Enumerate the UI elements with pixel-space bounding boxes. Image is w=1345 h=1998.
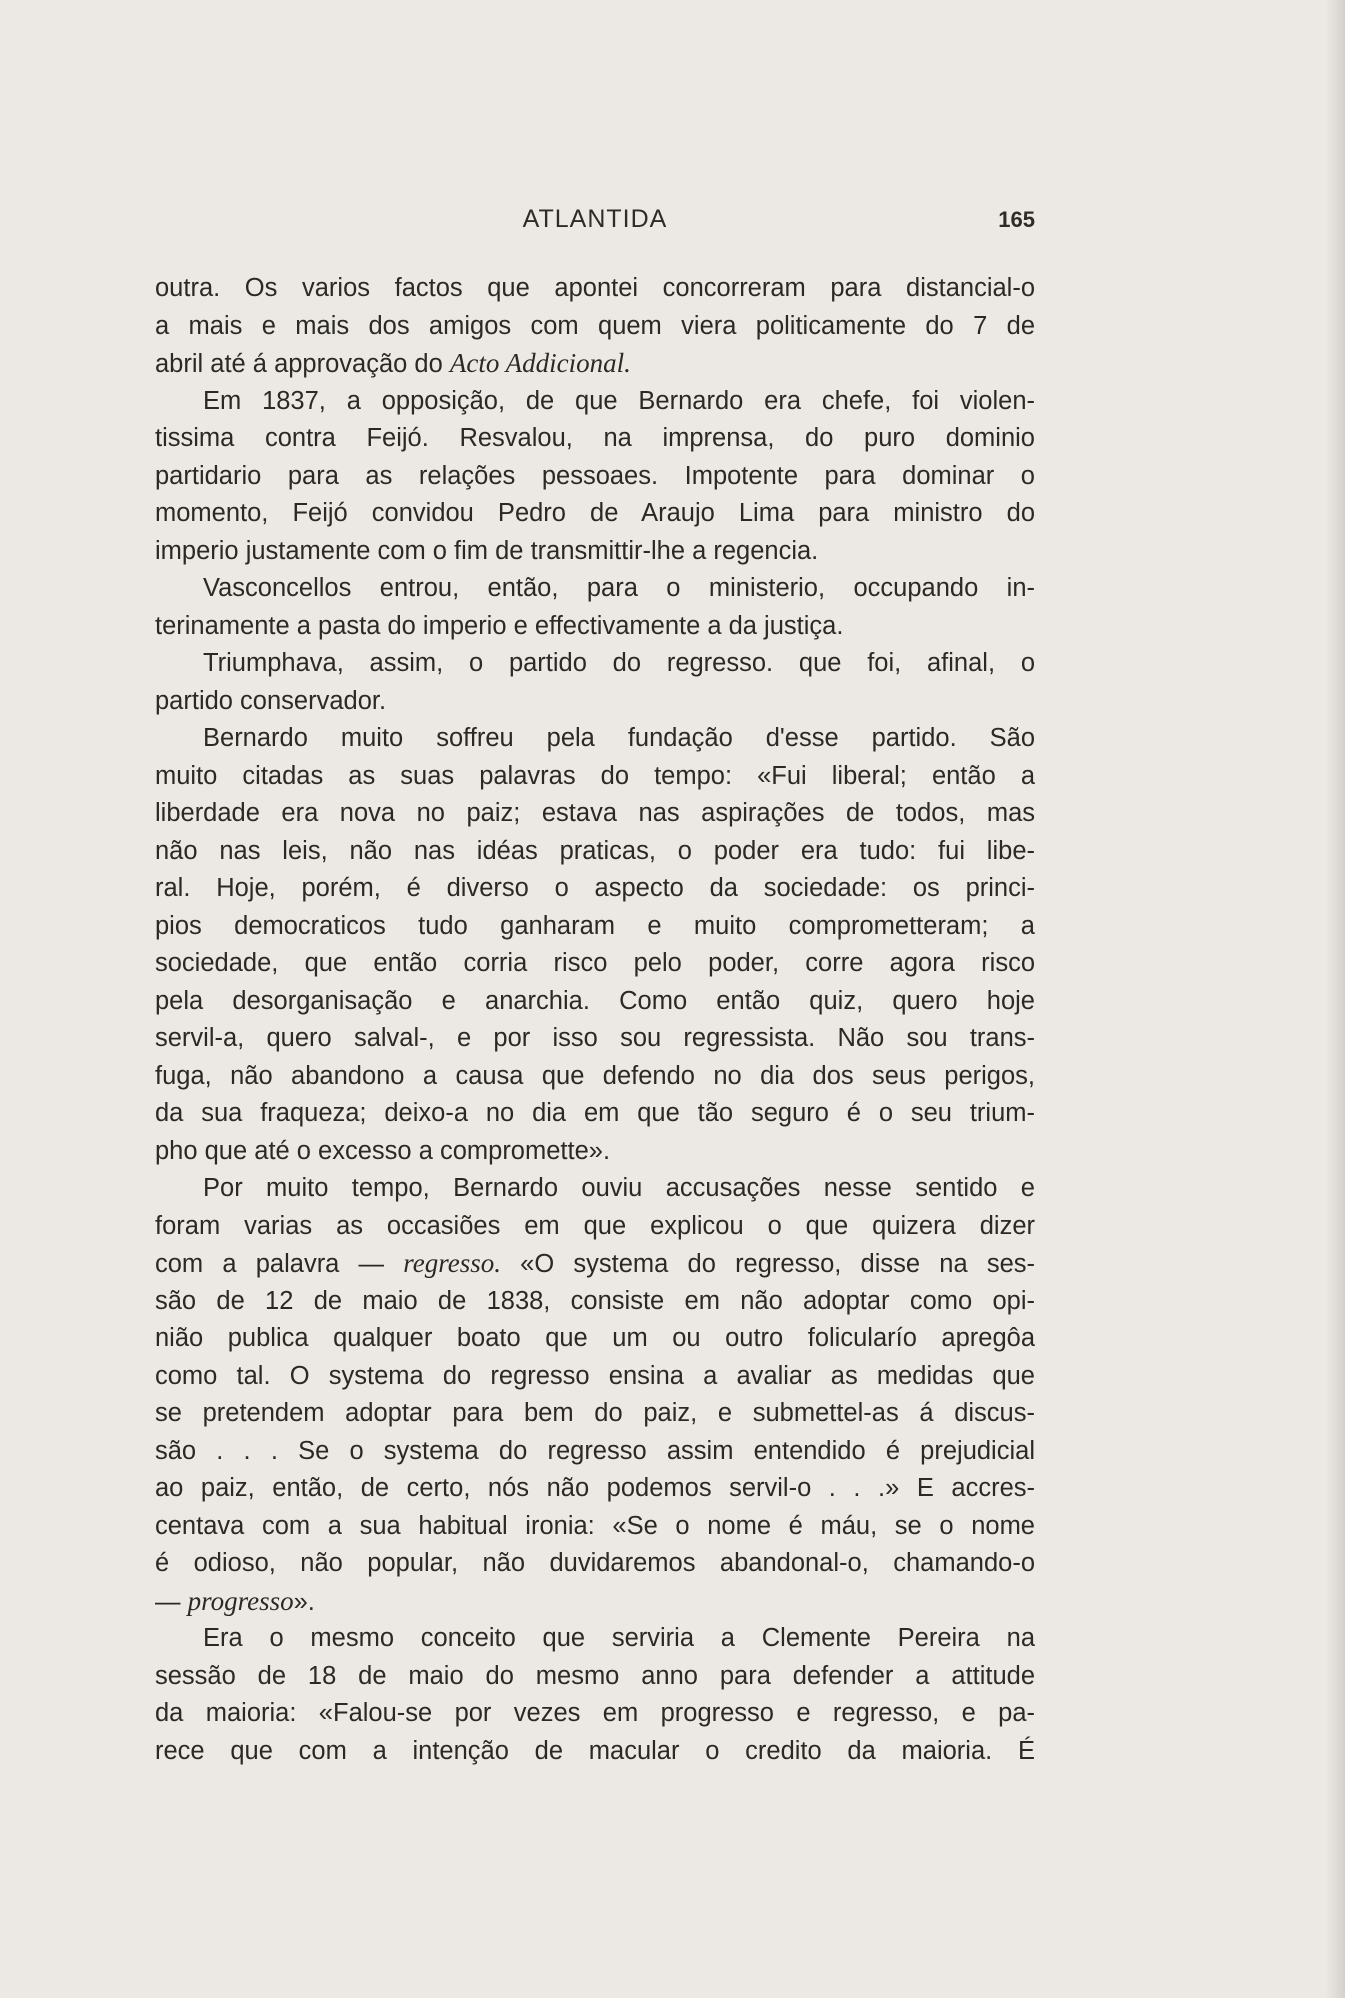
text-line: ral. Hoje, porém, é diverso o aspecto da sociedade: os princi- [155,874,1035,902]
running-head [155,205,1035,239]
text-line: liberdade era nova no paiz; estava nas aspirações de todos, mas [155,799,1035,827]
text-line [155,1583,1035,1621]
text-line: imperio justamente com o fim de transmittir-lhe a regencia. [155,536,819,565]
text-line: partidario para as relações pessoaes. Impotente para dominar o [155,461,1035,490]
text-segment: «O systema do regresso, disse na ses- [501,1250,1035,1278]
text-line: outra. Os varios factos que apontei concorreram para distancial-o [155,274,1035,302]
text-segment: — [155,1587,188,1616]
text-line: são . . . Se o systema do regresso assim entendido é prejudicial [155,1436,1035,1465]
text-segment: ». [293,1587,315,1616]
text-segment: abril até á approvação do [155,350,450,378]
body-text [155,270,1035,1770]
text-line: não nas leis, não nas idéas praticas, o poder era tudo: fui libe- [155,836,1035,865]
text-line: Em 1837, a opposição, de que Bernardo era chefe, foi violen- [203,386,1035,415]
text-line: Era o mesmo conceito que serviria a Clemente Pereira na [203,1624,1035,1652]
text-line: foram varias as occasiões em que explicou o que quizera dizer [155,1211,1035,1240]
text-segment: com a palavra — [155,1250,404,1278]
text-line: como tal. O systema do regresso ensina a avaliar as medidas que [155,1361,1035,1390]
text-line: ao paiz, então, de certo, nós não podemos servil-o . . .» E accres- [155,1474,1035,1502]
text-line: centava com a sua habitual ironia: «Se o nome é máu, se o nome [155,1511,1035,1540]
text-line: tissima contra Feijó. Resvalou, na imprensa, do puro dominio [155,424,1035,452]
text-line: da maioria: «Falou-se por vezes em progresso e regresso, e pa- [155,1699,1035,1727]
running-title: ATLANTIDA [522,205,668,233]
text-line: sociedade, que então corria risco pelo poder, corre agora risco [155,949,1035,977]
text-line: pela desorganisação e anarchia. Como então quiz, quero hoje [155,986,1035,1015]
text-line: da sua fraqueza; deixo-a no dia em que tão seguro é o seu trium- [155,1099,1035,1127]
text-line: partido conservador. [155,686,387,715]
text-line: Bernardo muito soffreu pela fundação d'esse partido. São [203,724,1035,752]
text-line: sessão de 18 de maio do mesmo anno para defender a attitude [155,1661,1035,1690]
text-line [155,1245,1035,1283]
text-line: a mais e mais dos amigos com quem viera politicamente do 7 de [155,311,1035,340]
text-line: muito citadas as suas palavras do tempo: «Fui liberal; então a [155,761,1035,790]
text-line: Triumphava, assim, o partido do regresso. que foi, afinal, o [203,649,1035,677]
italic-term: Acto Addicional. [449,348,631,378]
text-line: é odioso, não popular, não duvidaremos abandonal-o, chamando-o [155,1549,1035,1577]
text-line: momento, Feijó convidou Pedro de Araujo Lima para ministro do [155,499,1035,527]
text-line: são de 12 de maio de 1838, consiste em não adoptar como opi- [155,1286,1035,1315]
italic-term: regresso. [403,1248,501,1278]
text-line: nião publica qualquer boato que um ou outro folicularío apregôa [155,1324,1035,1352]
text-line: rece que com a intenção de macular o credito da maioria. É [155,1736,1035,1765]
text-line: servil-a, quero salval-, e por isso sou regressista. Não sou trans- [155,1024,1035,1052]
text-line [155,345,1035,383]
text-line: se pretendem adoptar para bem do paiz, e submettel-as á discus- [155,1399,1035,1427]
text-line: pios democraticos tudo ganharam e muito comprometteram; a [155,911,1035,940]
text-line: fuga, não abandono a causa que defendo no dia dos seus perigos, [155,1061,1035,1090]
page-number: 165 [998,207,1035,232]
text-line: Vasconcellos entrou, então, para o ministerio, occupando in- [203,574,1035,602]
text-line: terinamente a pasta do imperio e effectivamente a da justiça. [155,611,844,640]
text-line: pho que até o excesso a compromette». [155,1136,611,1165]
page-edge-shadow [1325,0,1345,1998]
text-line: Por muito tempo, Bernardo ouviu accusações nesse sentido e [203,1174,1035,1202]
italic-term: progresso [187,1585,294,1616]
